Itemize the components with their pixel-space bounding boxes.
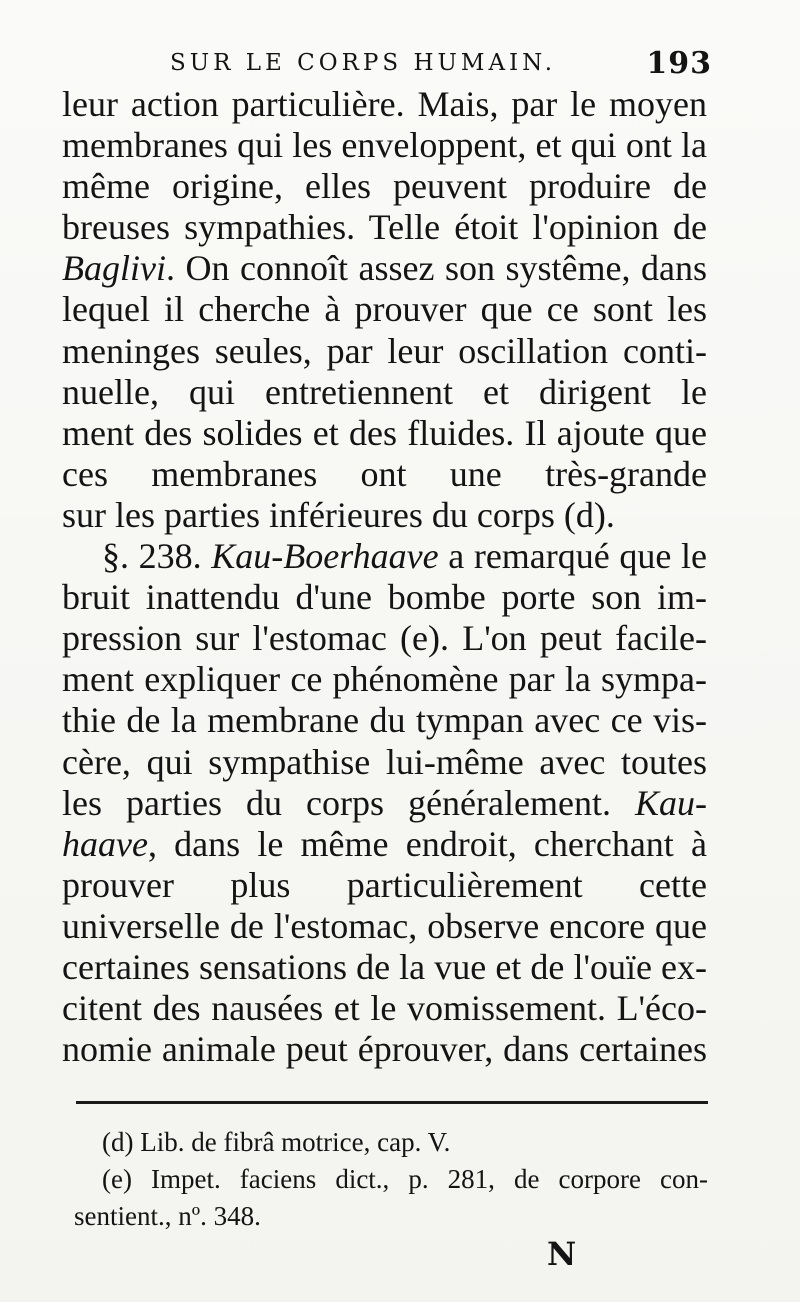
text-line: nuelle, qui entretiennent et dirigent le bbox=[62, 371, 707, 412]
page-number: 193 bbox=[646, 46, 712, 81]
text-line bbox=[62, 783, 707, 824]
text-line: universelle de l'estomac, observe encore que bbox=[62, 905, 707, 946]
footnote-rule bbox=[76, 1101, 708, 1104]
running-head bbox=[62, 44, 712, 84]
text-line: sur les parties inférieures du corps (d). bbox=[62, 494, 615, 535]
text-run: . On connoît assez son systême, dans bbox=[165, 248, 707, 289]
text-run: a remarqué que le bbox=[438, 536, 707, 577]
text-run: , dans le même endroit, cherchant à bbox=[147, 823, 707, 864]
text-line: ces membranes ont une très-grande bbox=[62, 453, 707, 494]
footnote-e-continuation: sentient., nº. 348. bbox=[74, 1201, 261, 1231]
text-run: les parties du corps généralement. bbox=[62, 782, 635, 823]
text-line: membranes qui les enveloppent, et qui ont la bbox=[62, 125, 707, 166]
body-text bbox=[62, 84, 707, 1070]
text-line: nomie animale peut éprouver, dans certaines bbox=[62, 1029, 707, 1070]
running-title: SUR LE CORPS HUMAIN. bbox=[170, 50, 557, 76]
text-line: cère, qui sympathise lui-même avec toutes bbox=[62, 741, 707, 782]
section-number: §. 238. bbox=[102, 536, 212, 577]
text-line: même origine, elles peuvent produire de bbox=[62, 166, 707, 207]
text-line: ment des solides et des fluides. Il ajoute que bbox=[62, 412, 707, 453]
text-line: prouver plus particulièrement cette bbox=[62, 864, 707, 905]
signature-mark: N bbox=[547, 1235, 577, 1273]
text-line: breuses sympathies. Telle étoit l'opinion de bbox=[62, 207, 707, 248]
text-line bbox=[62, 824, 707, 865]
italic-name: haave bbox=[62, 823, 148, 864]
text-line: pression sur l'estomac (e). L'on peut facile- bbox=[62, 618, 707, 659]
text-line: meninges seules, par leur oscillation conti- bbox=[62, 330, 707, 371]
text-line: thie de la membrane du tympan avec ce vis- bbox=[62, 700, 707, 741]
text-line: ment expliquer ce phénomène par la sympa- bbox=[62, 659, 707, 700]
footnote-e: (e) Impet. faciens dict., p. 281, de corpore con- bbox=[102, 1164, 708, 1194]
italic-name: Baglivi bbox=[62, 248, 166, 289]
footnote-d: (d) Lib. de fibrâ motrice, cap. V. bbox=[102, 1127, 451, 1157]
text-line: lequel il cherche à prouver que ce sont les bbox=[62, 289, 707, 330]
footnotes bbox=[74, 1124, 708, 1235]
text-line: citent des nausées et le vomissement. L'éco- bbox=[62, 988, 707, 1029]
text-line: leur action particulière. Mais, par le moyen bbox=[62, 84, 707, 124]
text-line bbox=[62, 536, 707, 577]
italic-name: Kau- bbox=[635, 782, 707, 823]
text-line bbox=[62, 248, 707, 289]
text-line: certaines sensations de la vue et de l'ouïe ex- bbox=[62, 946, 707, 987]
text-line: bruit inattendu d'une bombe porte son im- bbox=[62, 577, 707, 618]
italic-name: Kau-Boerhaave bbox=[211, 536, 439, 577]
